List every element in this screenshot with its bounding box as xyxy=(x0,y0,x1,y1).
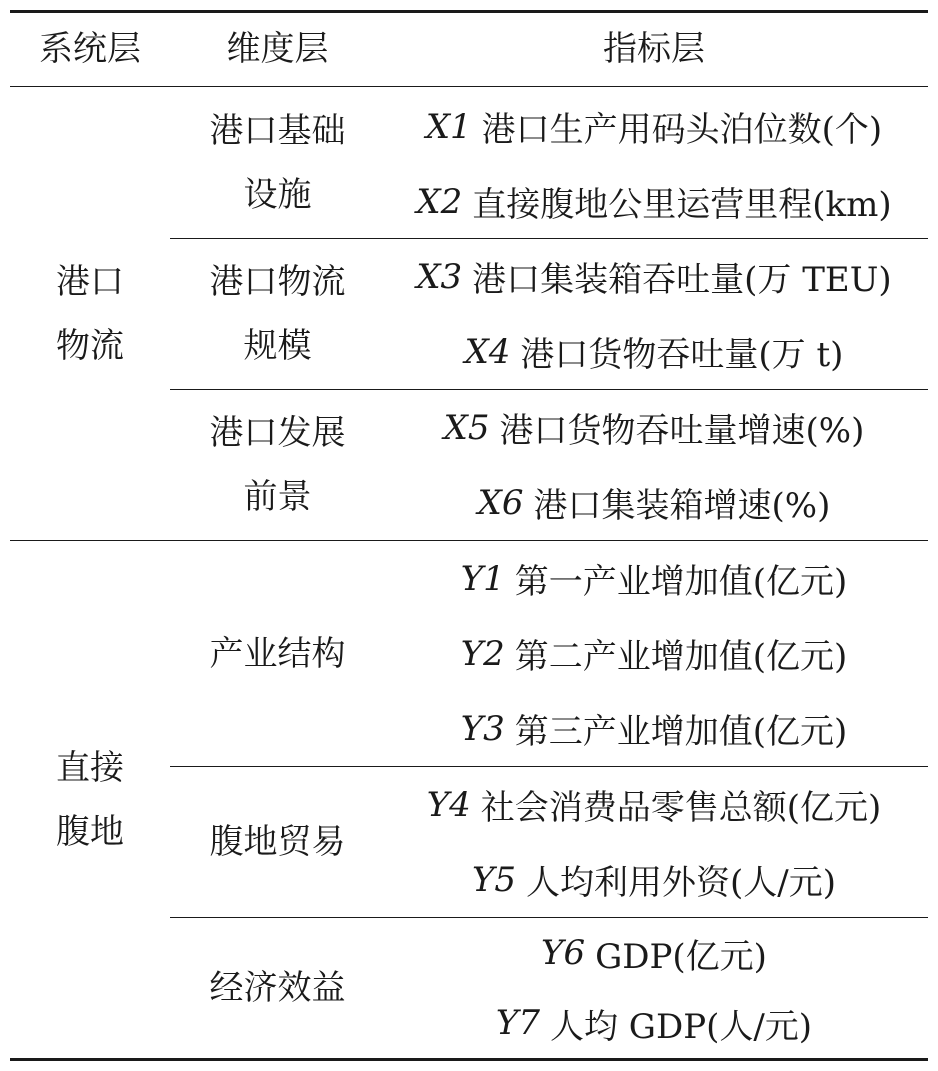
header-system: 系统层 xyxy=(39,29,141,69)
system-name-line: 直接 xyxy=(56,748,124,788)
dimension-cell: 腹地贸易 xyxy=(209,822,346,862)
indicator-label: 第二产业增加值(亿元) xyxy=(514,637,848,677)
indicator-row xyxy=(385,239,923,314)
indicator-row xyxy=(385,918,923,988)
indicator-label: 人均利用外资(人/元) xyxy=(526,863,837,903)
dimension-name-line: 港口物流 xyxy=(209,262,346,302)
indicator-table xyxy=(10,10,928,1061)
table-header xyxy=(10,13,928,85)
dimension-name-line: 港口基础 xyxy=(209,111,346,151)
indicator-row xyxy=(385,767,923,842)
system-cell-hinterland xyxy=(10,541,170,1059)
indicator-label: 人均 GDP(人/元) xyxy=(549,1006,813,1047)
dimension-name-line: 规模 xyxy=(243,326,312,366)
indicator-code: X3 xyxy=(416,256,463,297)
indicator-code: X4 xyxy=(464,331,511,372)
dimension-cell xyxy=(170,390,385,540)
system-name-line: 物流 xyxy=(56,325,124,366)
indicator-code: Y2 xyxy=(460,633,505,674)
indicator-label: 第一产业增加值(亿元) xyxy=(514,562,848,602)
dimension-cell xyxy=(170,239,385,389)
dimension-name-line: 设施 xyxy=(243,175,312,215)
indicator-label: 第三产业增加值(亿元) xyxy=(514,712,848,752)
header-dimension: 维度层 xyxy=(226,29,329,69)
dimension-cell: 经济效益 xyxy=(209,968,346,1008)
indicator-label: 港口货物吞吐量增速(%) xyxy=(499,411,865,451)
indicator-code: Y6 xyxy=(541,933,586,973)
header-indicator: 指标层 xyxy=(603,29,705,69)
indicator-row xyxy=(385,616,923,691)
indicator-label: 港口集装箱增速(%) xyxy=(533,486,831,526)
indicator-label: GDP(亿元) xyxy=(595,936,767,977)
indicator-row xyxy=(385,390,923,465)
system-cell-port-logistics xyxy=(10,88,170,539)
indicator-code: X6 xyxy=(477,482,524,523)
indicator-code: Y1 xyxy=(460,558,505,599)
indicator-code: X1 xyxy=(425,106,472,147)
indicator-code: X2 xyxy=(416,181,463,222)
indicator-code: Y7 xyxy=(495,1003,540,1043)
indicator-row xyxy=(385,164,923,239)
dimension-cell: 产业结构 xyxy=(209,633,346,674)
indicator-row xyxy=(385,314,923,389)
indicator-label: 港口货物吞吐量(万 t) xyxy=(520,335,844,375)
indicator-label: 社会消费品零售总额(亿元) xyxy=(480,788,882,828)
header-rule xyxy=(10,86,928,87)
indicator-row xyxy=(385,988,923,1058)
dimension-name-line: 港口发展 xyxy=(209,413,346,453)
indicator-label: 港口生产用码头泊位数(个) xyxy=(481,110,883,150)
indicator-row xyxy=(385,842,923,917)
indicator-row xyxy=(385,465,923,540)
system-name-line: 港口 xyxy=(56,261,124,302)
indicator-code: Y3 xyxy=(460,708,505,749)
indicator-code: X5 xyxy=(443,407,490,448)
dimension-name-line: 前景 xyxy=(243,477,312,517)
indicator-label: 港口集装箱吞吐量(万 TEU) xyxy=(472,260,892,300)
indicator-code: Y5 xyxy=(471,859,517,900)
indicator-label: 直接腹地公里运营里程(km) xyxy=(472,185,892,225)
indicator-row xyxy=(385,691,923,766)
indicator-code: Y4 xyxy=(426,784,471,825)
indicator-row xyxy=(385,89,923,164)
indicator-row xyxy=(385,541,923,616)
system-name-line: 腹地 xyxy=(56,812,124,852)
dimension-cell xyxy=(170,88,385,238)
